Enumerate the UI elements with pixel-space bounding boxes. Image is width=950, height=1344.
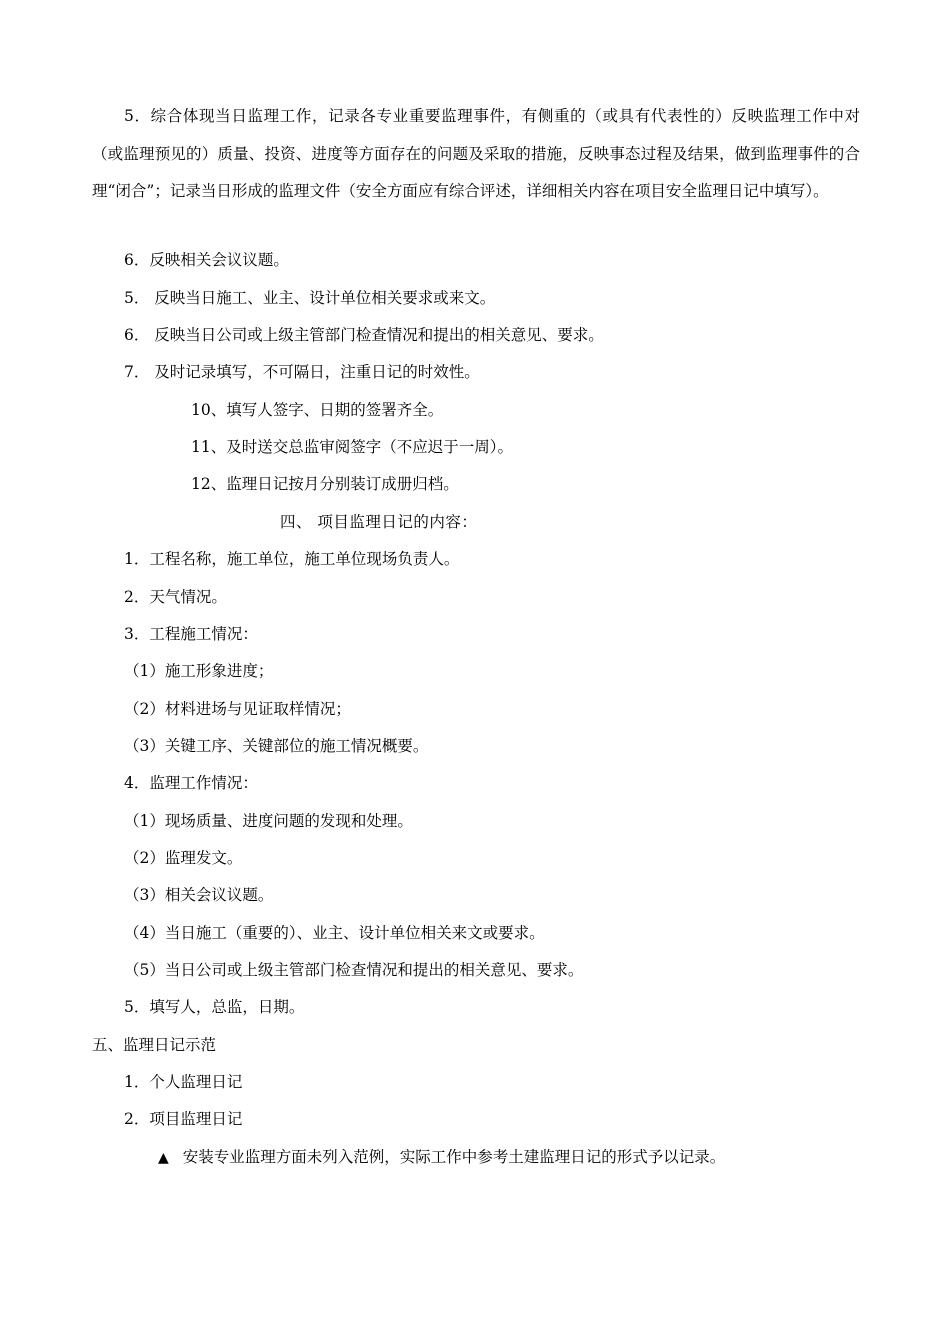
list-item: 2．天气情况。 — [124, 588, 227, 606]
list-item: 6．反映相关会议议题。 — [124, 251, 289, 269]
list-item: 11、及时送交总监审阅签字（不应迟于一周）。 — [191, 438, 513, 456]
note-text: 安装专业监理方面未列入范例，实际工作中参考土建监理日记的形式予以记录。 — [182, 1148, 726, 1166]
list-item: 7． 及时记录填写，不可隔日，注重日记的时效性。 — [124, 363, 480, 381]
list-item: （5）当日公司或上级主管部门检查情况和提出的相关意见、要求。 — [124, 961, 584, 979]
list-item: （1）现场质量、进度问题的发现和处理。 — [124, 812, 413, 830]
list-item: 6． 反映当日公司或上级主管部门检查情况和提出的相关意见、要求。 — [124, 326, 604, 344]
list-item: （2）材料进场与见证取样情况； — [124, 700, 351, 718]
list-item: 3．工程施工情况： — [124, 625, 258, 643]
list-item: 5． 反映当日施工、业主、设计单位相关要求或来文。 — [124, 289, 496, 307]
section-heading-4: 四、 项目监理日记的内容： — [280, 513, 478, 531]
list-item: 2．项目监理日记 — [124, 1110, 243, 1128]
list-item: 4．监理工作情况： — [124, 774, 258, 792]
list-item: 12、监理日记按月分别装订成册归档。 — [191, 475, 459, 493]
list-item: （2）监理发文。 — [124, 849, 243, 867]
list-item: （3）相关会议议题。 — [124, 886, 274, 904]
section-heading-5: 五、监理日记示范 — [92, 1036, 217, 1054]
note-line — [158, 1147, 725, 1168]
paragraph-item-5: 5．综合体现当日监理工作，记录各专业重要监理事件，有侧重的（或具有代表性的）反映监理工作中对（或监理预见的）质量、投资、进度等方面存在的问题及采取的措施，反映事态过程及结果，做到监理事件的合理“闭合”；记录当日形成的监理文件（安全方面应有综合评述，详细相关内容在项目安全监理日记中填写）。 — [92, 107, 860, 200]
list-item: 5．填写人，总监，日期。 — [124, 998, 305, 1016]
list-item: （4）当日施工（重要的）、业主、设计单位相关来文或要求。 — [124, 924, 545, 942]
list-item: （1）施工形象进度； — [124, 662, 274, 680]
list-item: 1．工程名称，施工单位，施工单位现场负责人。 — [124, 550, 460, 568]
triangle-bullet-icon: ▲ — [158, 1150, 169, 1166]
list-item: 1．个人监理日记 — [124, 1073, 243, 1091]
list-item: 10、填写人签字、日期的签署齐全。 — [191, 401, 444, 419]
list-item: （3）关键工序、关键部位的施工情况概要。 — [124, 737, 429, 755]
